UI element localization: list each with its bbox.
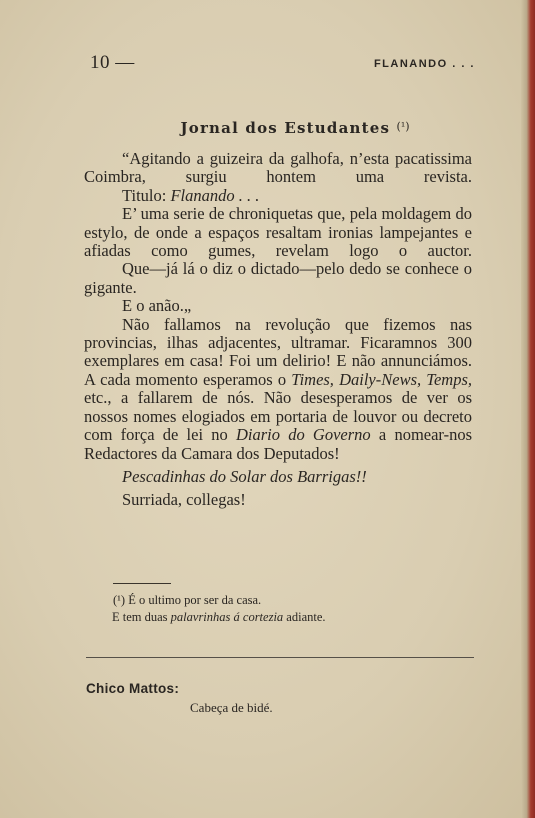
newspaper-names: Times, Daily-News, Temps, <box>291 369 472 389</box>
signature: Pescadinhas do Solar dos Barrigas!! <box>122 466 367 486</box>
paragraph-4 <box>84 297 472 315</box>
page-number: 10 — <box>90 52 135 73</box>
footnote <box>113 592 413 626</box>
gazette-name: Diario do Governo <box>235 425 371 445</box>
footnote-line-1-text: É o ultimo por ser da casa. <box>125 593 262 607</box>
paragraph-5-end: a nomear-nos Redactores da Camara dos Deputados! <box>84 425 473 463</box>
article-body <box>84 150 472 510</box>
paragraph-4-text: E o anão.„ <box>122 296 192 316</box>
paragraph-3 <box>84 260 472 297</box>
page-header <box>90 52 475 72</box>
paragraph-2 <box>84 205 472 260</box>
article-title-text: Jornal dos Estudantes <box>180 119 391 137</box>
contributor-name: Chico Mattos: <box>86 681 180 696</box>
footnote-line-2-italic: palavrinhas á cortezia <box>170 610 284 624</box>
title-line <box>84 187 472 205</box>
title-line-label: Titulo: <box>122 185 171 205</box>
title-footnote-mark: (¹) <box>396 120 410 133</box>
footnote-line-2-a: E tem duas <box>112 610 171 624</box>
paragraph-1 <box>84 150 472 187</box>
title-line-italic: Flanando . . . <box>170 185 260 205</box>
footnote-mark: (¹) <box>113 593 126 607</box>
paragraph-2-text: E’ uma serie de chroniquetas que, pela moldagem do estylo, de onde a espaços resaltam ironias lampejantes e afiadas como gumes, revelam logo o auctor. <box>84 204 472 261</box>
sign-off: Surriada, collegas! <box>122 490 246 510</box>
section-separator <box>86 657 474 658</box>
paragraph-1-text: “Agitando a guizeira da galhofa, n’esta pacatissima Coimbra, surgiu hontem uma revista. <box>84 149 472 187</box>
running-head: FLANANDO . . . <box>373 58 475 70</box>
footnote-line-2-b: adiante. <box>283 610 326 624</box>
paragraph-5-continued: etc., a fallarem de nós. Não desesperamos de ver os nossos nomes elogiados em portaria de louvor ou decreto com força de lei no <box>84 388 472 445</box>
paragraph-3-text: Que—já lá o diz o dictado—pelo dedo se conhece o gigante. <box>84 259 472 297</box>
article-title <box>0 119 535 137</box>
paragraph-5-text: Não fallamos na revolução que fizemos nas provincias, ilhas adjacentes, ultramar. Ficaramnos 300 exemplares em casa! Foi um delirio! E não annunciámos. A cada momento esperamos o <box>84 314 472 389</box>
paragraph-5 <box>84 316 472 463</box>
contributor-text: Cabeça de bidé. <box>190 700 273 715</box>
footnote-rule <box>113 583 171 584</box>
footnote-line-1 <box>113 592 413 609</box>
footnote-line-2 <box>112 609 413 626</box>
